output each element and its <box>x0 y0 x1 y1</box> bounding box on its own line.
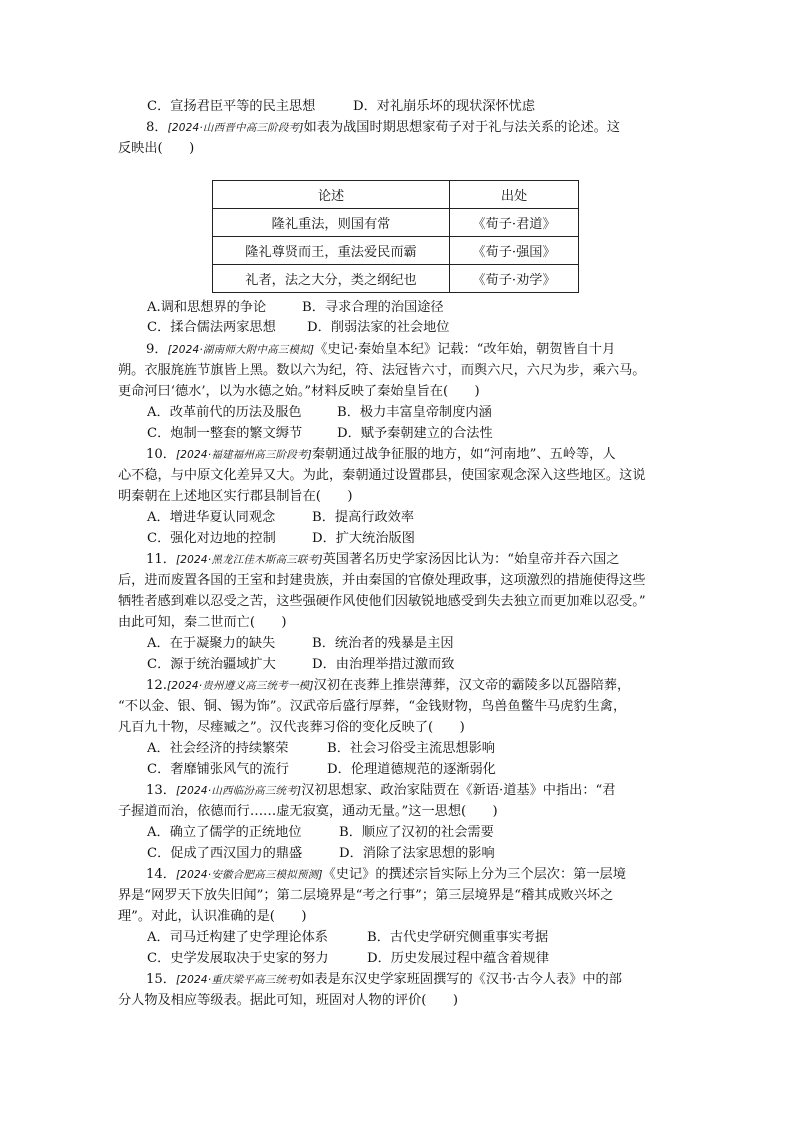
q9-option-c: C．炮制一整套的繁文缛节 <box>147 426 303 441</box>
q10-options-row2 <box>147 529 415 549</box>
q8-option-d: D．削弱法家的社会地位 <box>307 320 450 335</box>
q11-stem <box>146 550 706 570</box>
q12-option-c: C．奢靡铺张风气的流行 <box>147 762 289 777</box>
q11-source: [2024·黑龙江佳木斯高三联考] <box>175 554 323 566</box>
table-cell: 《荀子·君道》 <box>450 209 579 237</box>
q13-number: 13． <box>146 783 176 798</box>
q9-options-row1 <box>147 403 492 423</box>
q11-option-c: C．源于统治疆域扩大 <box>147 657 276 672</box>
q15-number: 15． <box>146 972 176 987</box>
q10-number: 10． <box>146 447 176 462</box>
q9-stem <box>146 340 706 360</box>
q9-options-row2 <box>147 424 493 444</box>
q14-stem-line1: 《史记》的撰述宗旨实际上分为三个层次：第一层境 <box>322 867 626 882</box>
table-header-row <box>213 181 579 209</box>
q10-option-a: A．增进华夏认同观念 <box>147 510 276 525</box>
q9-number: 9． <box>146 342 168 357</box>
q10-options-row1 <box>147 508 414 528</box>
q14-option-d: D．历史发展过程中蕴含着规律 <box>367 951 550 966</box>
q14-option-b: B．古代史学研究侧重事实考据 <box>367 930 549 945</box>
q9-stem-line1: 《史记·秦始皇本纪》记载：“改年始，朝贺皆自十月 <box>314 342 616 357</box>
q8-stem <box>146 118 706 138</box>
q9-option-d: D．赋予秦朝建立的合法性 <box>337 426 493 441</box>
q10-option-d: D．扩大统治版图 <box>312 531 415 546</box>
q9-source: [2024·湖南师大附中高三模拟] <box>167 344 315 356</box>
table-cell: 《荀子·劝学》 <box>450 265 579 293</box>
q13-option-b: B．顺应了汉初的社会需要 <box>339 825 494 840</box>
table-header-source: 出处 <box>450 181 579 209</box>
q11-option-d: D．由治理举措过激而致 <box>312 657 455 672</box>
q13-option-a: A．确立了儒学的正统地位 <box>147 825 302 840</box>
q13-stem-line2: 子握道而治，依德而行……虚无寂寞，通动无量。”这一思想( ) <box>118 804 498 819</box>
q11-options-row2 <box>147 655 454 675</box>
q7-options <box>147 97 535 117</box>
q8-option-b: B．寻求合理的治国途径 <box>302 300 444 315</box>
q10-source: [2024·福建福州高三阶段考] <box>175 449 312 461</box>
table-row <box>213 265 579 293</box>
q11-stem-line1: 英国著名历史学家汤因比认为：“始皇帝并吞六国之 <box>322 552 620 567</box>
q12-option-b: B．社会习俗受主流思想影响 <box>327 741 495 756</box>
q10-option-c: C．强化对边地的控制 <box>147 531 276 546</box>
q12-option-d: D．伦理道德规范的逐渐弱化 <box>327 762 496 777</box>
q13-options-row1 <box>147 823 494 843</box>
q11-options-row1 <box>147 634 454 654</box>
q12-options-row2 <box>147 760 496 780</box>
q14-number: 14． <box>146 867 176 882</box>
q8-option-c: C．揉合儒法两家思想 <box>147 320 276 335</box>
q8-stem-line1: 如表为战国时期思想家荀子对于礼与法关系的论述。这 <box>303 120 621 135</box>
q15-stem-line2: 分人物及相应等级表。据此可知，班固对人物的评价( ) <box>118 993 458 1008</box>
q14-source: [2024·安徽合肥高三模拟预测] <box>175 869 323 881</box>
q11-stem-line3: 牺牲者感到难以忍受之苦，这些强硬作风使他们因敏锐地感受到失去独立而更加难以忍受。” <box>118 594 646 609</box>
q12-source: [2024·贵州遵义高三统考一模] <box>166 680 314 692</box>
q11-option-a: A．在于凝聚力的缺失 <box>147 636 276 651</box>
q15-stem-line1: 如表是东汉史学家班固撰写的《汉书·古今人表》中的部 <box>301 972 622 987</box>
q8-stem-line2: 反映出( ) <box>118 141 195 156</box>
q8-options-row1 <box>147 298 444 318</box>
table-row <box>213 209 579 237</box>
q8-source: [2024·山西晋中高三阶段考] <box>167 122 304 134</box>
q8-number: 8． <box>146 120 168 135</box>
table-cell: 《荀子·强国》 <box>450 237 579 265</box>
table-cell: 礼者，法之大分，类之纲纪也 <box>213 265 450 293</box>
q12-stem <box>146 676 706 696</box>
q7-option-c: C．宣扬君臣平等的民主思想 <box>147 99 316 114</box>
table-cell: 隆礼尊贤而王，重法爱民而霸 <box>213 237 450 265</box>
q8-option-a: A.调和思想界的争论 <box>147 300 267 315</box>
q9-option-a: A．改革前代的历法及服色 <box>147 405 302 420</box>
q14-stem-line3: 理”。对此，认识准确的是( ) <box>118 909 307 924</box>
q13-source: [2024·山西临汾高三统考] <box>175 785 302 797</box>
q14-option-a: A．司马迁构建了史学理论体系 <box>147 930 328 945</box>
q13-option-c: C．促成了西汉国力的鼎盛 <box>147 846 303 861</box>
q12-stem-line3: 凡百九十物，尽瘗臧之”。汉代丧葬习俗的变化反映了( ) <box>118 720 465 735</box>
q14-options-row2 <box>147 949 549 969</box>
q10-stem-line2: 心不稳，与中原文化差异又大。为此，秦朝通过设置郡县，使国家观念深入这些地区。这说 <box>118 468 646 483</box>
q12-stem-line2: “不以金、银、铜、锡为饰”。汉武帝后盛行厚葬，“金钱财物，鸟兽鱼鳖牛马虎豹生禽， <box>118 699 627 714</box>
q9-option-b: B．极力丰富皇帝制度内涵 <box>337 405 492 420</box>
q8-options-row2 <box>147 318 449 338</box>
q11-option-b: B．统治者的残暴是主因 <box>312 636 454 651</box>
q13-stem-line1: 汉初思想家、政治家陆贾在《新语·道基》中指出：“君 <box>301 783 616 798</box>
q14-options-row1 <box>147 928 548 948</box>
table-row <box>213 237 579 265</box>
q10-stem-line1: 秦朝通过战争征服的地方，如“河南地”、五岭等，人 <box>311 447 616 462</box>
q12-number: 12. <box>146 678 167 693</box>
q10-option-b: B．提高行政效率 <box>312 510 415 525</box>
q11-stem-line2: 后，进而废置各国的王室和封建贵族，并由秦国的官僚处理政事，这项激烈的措施使得这些 <box>118 573 646 588</box>
table-header-statement: 论述 <box>213 181 450 209</box>
q15-source: [2024·重庆梁平高三统考] <box>175 974 302 986</box>
q13-option-d: D．消除了法家思想的影响 <box>339 846 495 861</box>
q12-option-a: A．社会经济的持续繁荣 <box>147 741 289 756</box>
q14-stem <box>146 865 706 885</box>
q9-stem-line2: 朔。衣服旄旌节旗皆上黑。数以六为纪，符、法冠皆六寸，而舆六尺，六尺为步，乘六马。 <box>118 363 646 378</box>
q11-number: 11． <box>146 552 176 567</box>
q7-option-d: D．对礼崩乐坏的现状深怀忧虑 <box>353 99 536 114</box>
q10-stem <box>146 445 706 465</box>
table-cell: 隆礼重法，则国有常 <box>213 209 450 237</box>
q15-stem <box>146 970 706 990</box>
q11-stem-line4: 由此可知，秦二世而亡( ) <box>118 615 287 630</box>
q12-stem-line1: 汉初在丧葬上推崇薄葬，汉文帝的霸陵多以瓦器陪葬， <box>313 678 631 693</box>
q9-stem-line3: 更命河曰‘德水’，以为水德之始。”材料反映了秦始皇旨在( ) <box>118 384 480 399</box>
q10-stem-line3: 明秦朝在上述地区实行郡县制旨在( ) <box>118 489 353 504</box>
q8-table <box>212 180 579 293</box>
q13-options-row2 <box>147 844 495 864</box>
q14-stem-line2: 界是“网罗天下放失旧闻”；第二层境界是“考之行事”；第三层境界是“稽其成败兴坏之 <box>118 888 614 903</box>
q14-option-c: C．史学发展取决于史家的努力 <box>147 951 329 966</box>
q13-stem <box>146 781 706 801</box>
q12-options-row1 <box>147 739 495 759</box>
